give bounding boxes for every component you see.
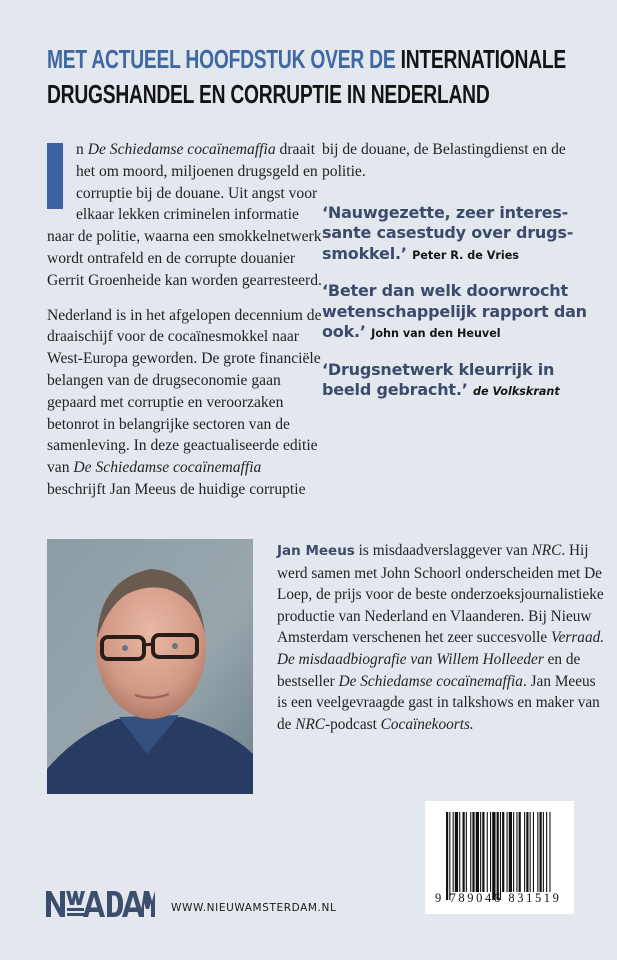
barcode-bar bbox=[530, 812, 531, 892]
headline-line-2: DRUGSHANDEL EN CORRUPTIE IN NEDERLAND bbox=[47, 79, 490, 109]
quote-source: de Volkskrant bbox=[472, 385, 560, 399]
blurb-p2-rest: bij de douane, de Belastingdienst en de politie. bbox=[322, 141, 566, 180]
headline-line-1 bbox=[47, 42, 567, 77]
barcode-bar bbox=[500, 812, 501, 900]
headline-dark-1: INTERNATIONALE bbox=[400, 44, 567, 74]
review-quote bbox=[322, 360, 602, 403]
blurb-p2-rest: beschrijft Jan Meeus de huidige corruptie bbox=[47, 480, 306, 498]
author-photo bbox=[47, 539, 253, 794]
barcode-bar bbox=[497, 812, 499, 900]
barcode-bar bbox=[487, 812, 488, 892]
quote-source: Peter R. de Vries bbox=[412, 248, 519, 262]
blurb-p1-start: n bbox=[76, 141, 88, 158]
barcode-bar bbox=[480, 812, 481, 892]
barcode-bar bbox=[446, 812, 448, 900]
blurb-paragraph-2 bbox=[47, 305, 322, 501]
bio-podcast-title: Cocaïnekoorts. bbox=[380, 715, 474, 733]
bio-text: is misdaadverslaggever van bbox=[354, 542, 532, 559]
quote-text: ‘Drugsnetwerk kleurrijk in beeld gebracht.’ bbox=[322, 359, 555, 400]
quote-text: ‘Beter dan welk doorwrocht wetenschappelijk rapport dan ook.’ bbox=[322, 281, 587, 342]
blurb-column-left bbox=[47, 139, 322, 514]
book-title: De Schiedamse cocaïnemaffia bbox=[73, 459, 262, 477]
bio-text: . Jan Meeus is een veelgevraagde gast in talkshows en maker van de bbox=[277, 672, 600, 733]
barcode-bar bbox=[466, 812, 467, 892]
quote-source: John van den Heuvel bbox=[371, 327, 501, 341]
bio-text: -podcast bbox=[325, 715, 381, 733]
blurb-p1-rest: draait het om moord, miljoenen drugsgeld en corruptie bij de douane. Uit angst voor elkaar lekken criminelen informatie naar de politie, waarna een smokkelnetwerk wordt ontrafeld en de corrupte douanier Gerrit Groenheide kan worden gearresteerd. bbox=[47, 141, 322, 289]
barcode-bar bbox=[533, 812, 534, 892]
review-quotes bbox=[322, 203, 602, 403]
barcode-bar bbox=[507, 812, 508, 892]
isbn-digits: 9 789046 831519 bbox=[435, 891, 562, 905]
barcode-bar bbox=[502, 812, 504, 892]
isbn-barcode bbox=[425, 801, 574, 914]
barcode-bar bbox=[509, 812, 512, 892]
barcode-bar bbox=[476, 812, 479, 892]
barcode-bar bbox=[513, 812, 514, 892]
blurb-paragraph-1 bbox=[47, 139, 322, 292]
author-name: Jan Meeus bbox=[277, 543, 355, 559]
barcode-bar bbox=[459, 812, 460, 892]
book-title: De Schiedamse cocaïnemaffia bbox=[87, 141, 276, 158]
barcode-bar bbox=[463, 812, 465, 892]
bio-text: . Hij werd samen met John Schoorl onderscheiden met De Loep, de prijs voor de beste onderzoeksjournalistieke productie van Nederland en Vlaanderen. Bij Nieuw Amsterdam verschenen het zeer succesvolle bbox=[277, 542, 604, 647]
publisher-logo bbox=[46, 891, 156, 917]
nwadam-logo-icon bbox=[46, 891, 156, 917]
blurb-p2-start: Nederland is in het afgelopen decennium de draaischijf voor de cocaïnesmokkel naar West-Europa geworden. De grote financiële belangen van de drugseconomie gaan gepaard met corruptie en veroorzaken betonrot in belangrijke sectoren van de samenleving. In deze geactualiseerde editie van bbox=[47, 306, 322, 477]
blurb-paragraph-2-continued bbox=[322, 139, 602, 183]
bio-book-title: Verraad. De misdaadbiografie van Willem Holleeder bbox=[277, 629, 605, 668]
headline bbox=[47, 42, 567, 112]
review-quote bbox=[322, 203, 602, 267]
barcode-bar bbox=[516, 812, 517, 892]
blurb-column-right bbox=[322, 139, 602, 418]
barcode-bar bbox=[537, 812, 538, 892]
barcode-bar bbox=[524, 812, 525, 892]
barcode-bar bbox=[455, 812, 458, 892]
barcode-bar bbox=[453, 812, 454, 892]
barcode-bar bbox=[519, 812, 521, 892]
barcode-bar bbox=[546, 812, 547, 892]
barcode-bar bbox=[470, 812, 471, 892]
author-bio bbox=[277, 540, 607, 735]
quote-text: ‘Nauwgezette, zeer interessante casestudy over drugssmokkel.’ bbox=[322, 202, 574, 263]
barcode-bar bbox=[549, 812, 550, 892]
bio-nrc: NRC bbox=[295, 715, 326, 733]
barcode-bar bbox=[543, 812, 544, 892]
dropcap-bar bbox=[47, 143, 63, 209]
barcode-bar bbox=[526, 812, 528, 892]
barcode-bar bbox=[472, 812, 474, 892]
publisher-url[interactable]: WWW.NIEUWAMSTERDAM.NL bbox=[171, 902, 337, 914]
review-quote bbox=[322, 281, 602, 345]
bio-text: en de bestseller bbox=[277, 650, 581, 690]
bio-book-title: De Schiedamse cocaïnemaffia bbox=[338, 672, 523, 690]
barcode-bar bbox=[540, 812, 542, 892]
barcode-bar bbox=[490, 812, 491, 892]
bio-nrc: NRC bbox=[531, 542, 562, 559]
author-portrait-image bbox=[47, 539, 253, 794]
barcode-bar bbox=[492, 812, 495, 900]
barcode-bar bbox=[449, 812, 450, 900]
barcode-bar bbox=[482, 812, 484, 892]
headline-accent: MET ACTUEEL HOOFDSTUK OVER DE bbox=[47, 44, 396, 74]
